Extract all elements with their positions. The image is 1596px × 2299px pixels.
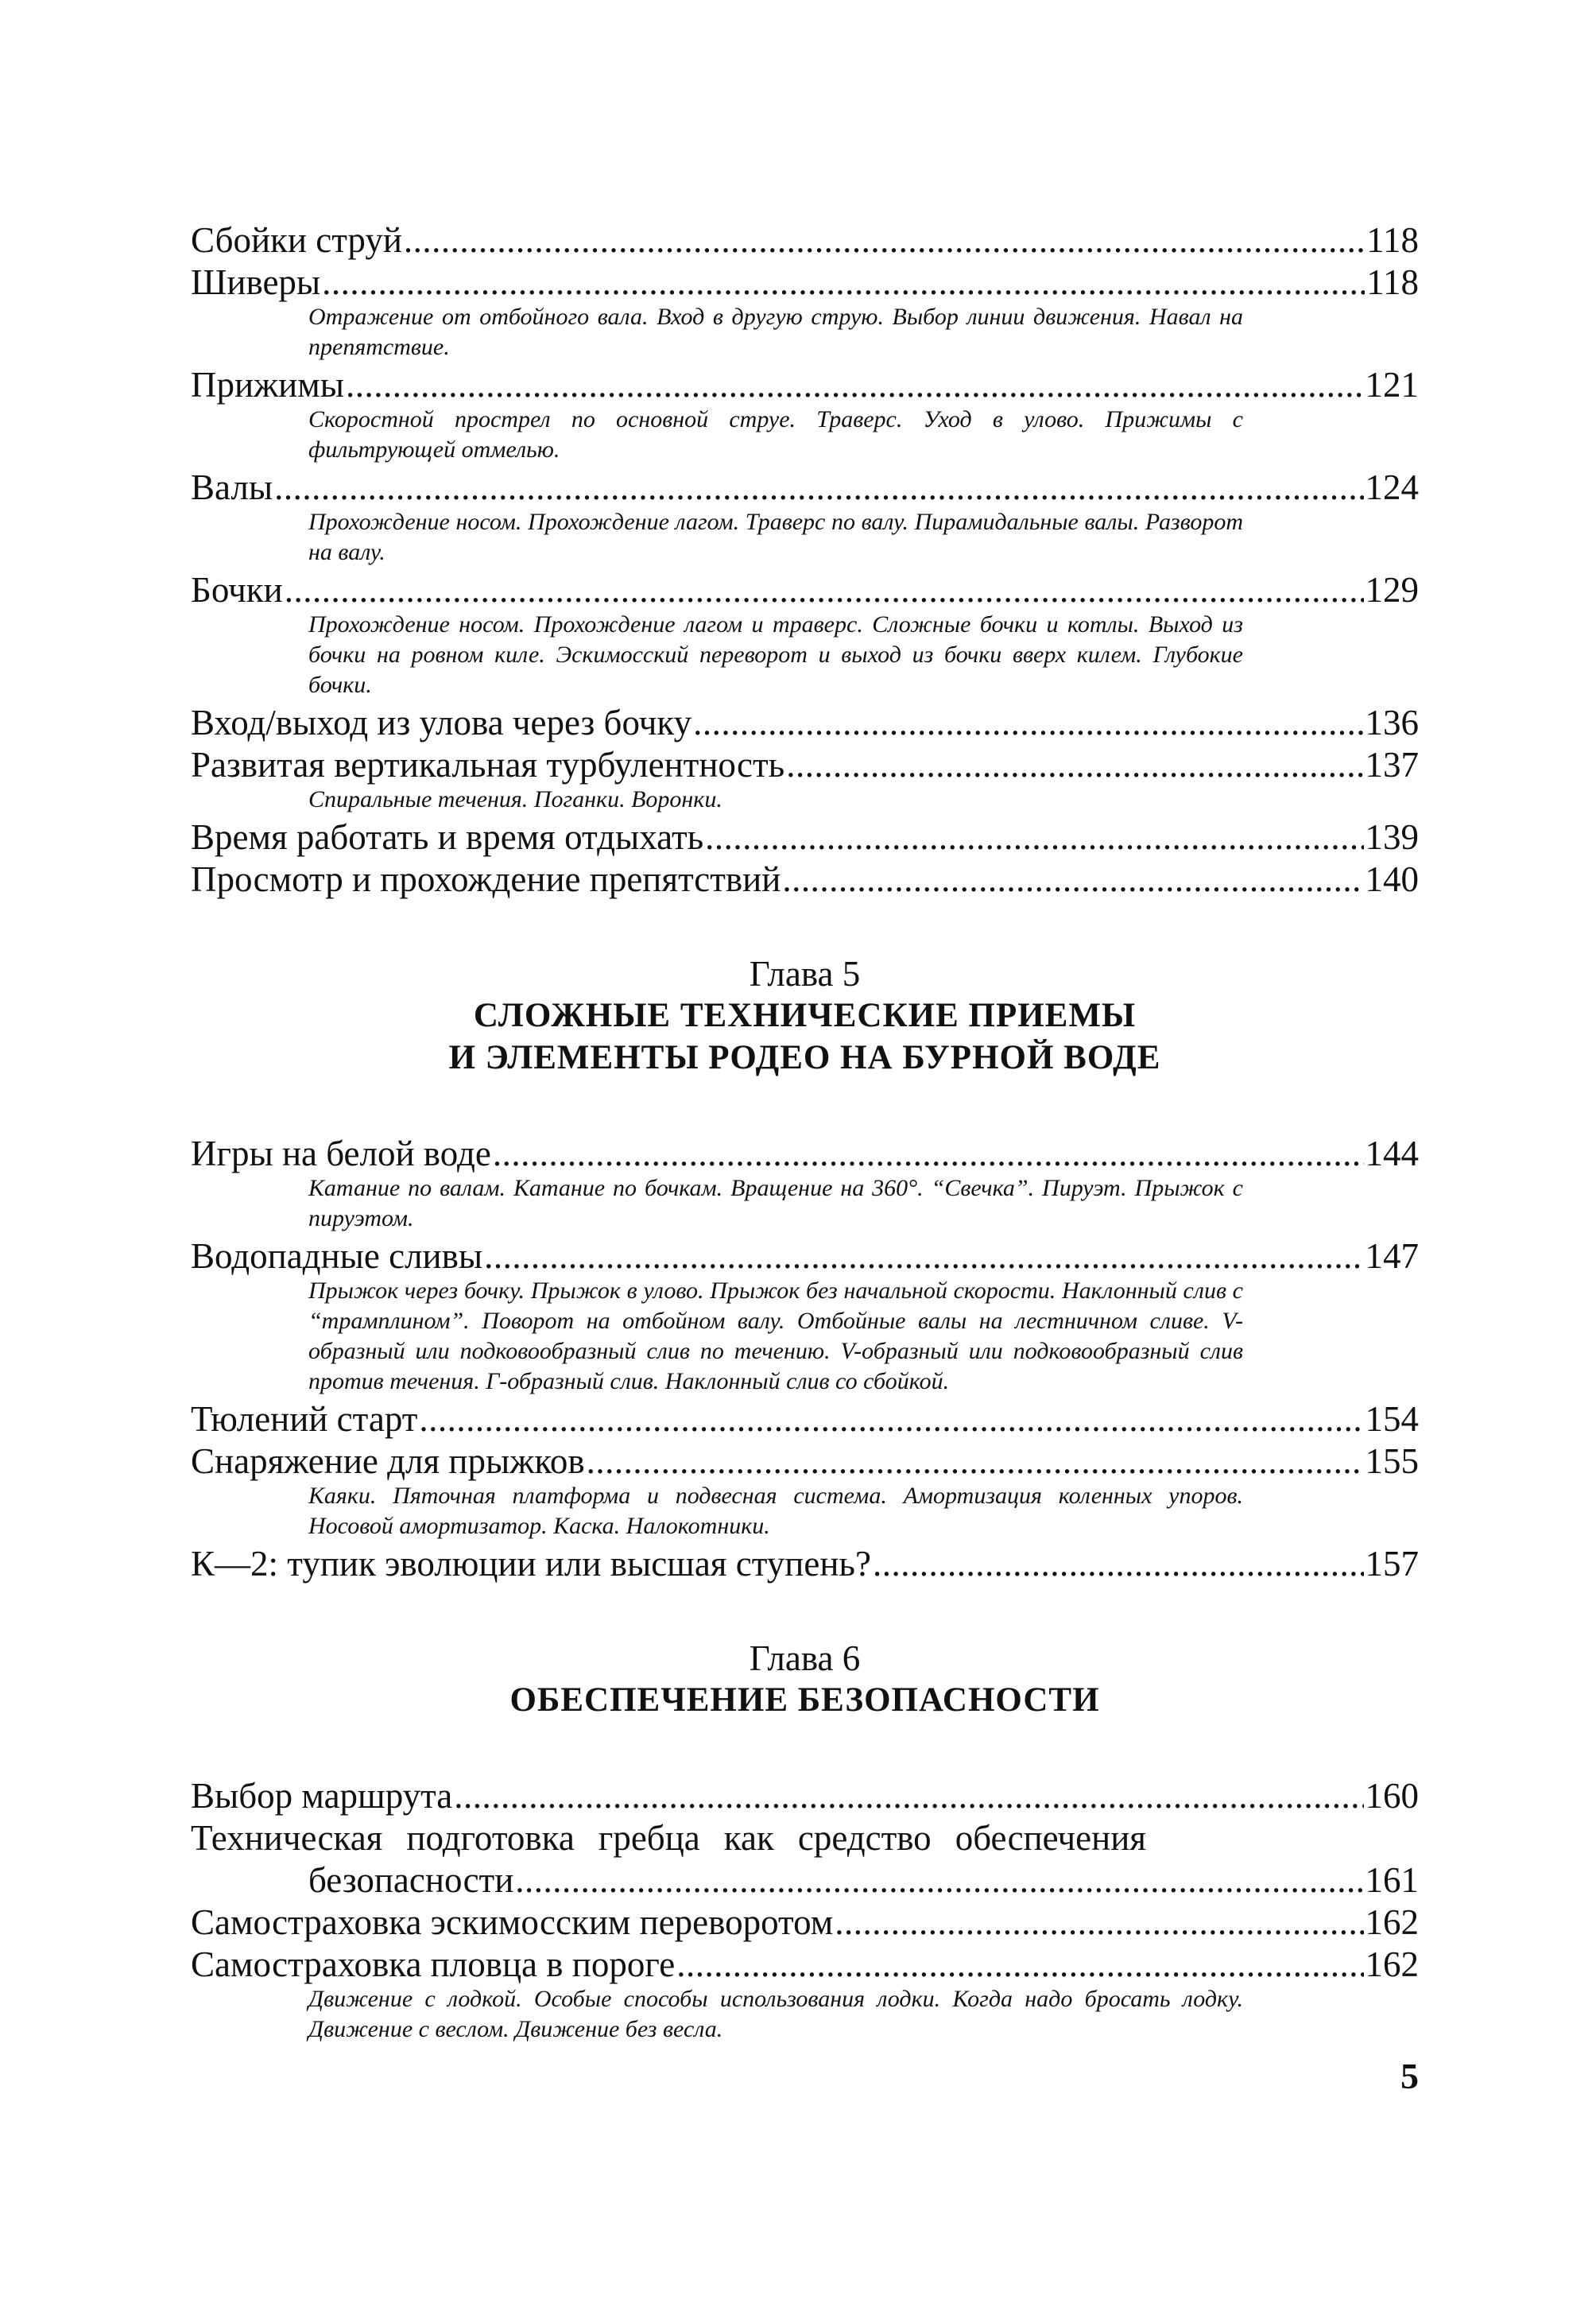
toc-entry-page: 118 bbox=[1366, 262, 1419, 302]
toc-entry[interactable] bbox=[191, 1235, 1419, 1277]
toc-entry-title: Развитая вертикальная турбулентность bbox=[191, 745, 785, 785]
dot-leader bbox=[484, 1235, 1363, 1277]
dot-leader bbox=[404, 219, 1365, 262]
toc-entry-page: 154 bbox=[1365, 1399, 1419, 1439]
dot-leader bbox=[285, 569, 1364, 611]
toc-entry-title: Выбор маршрута bbox=[191, 1776, 453, 1816]
toc-entry-title: Техническая подготовка гребца как средство обеспечения bbox=[191, 1818, 1146, 1858]
toc-entry[interactable] bbox=[191, 1440, 1419, 1483]
toc-entry-title: Шиверы bbox=[191, 262, 321, 302]
toc-entry-page: 124 bbox=[1365, 467, 1419, 507]
dot-leader bbox=[346, 364, 1364, 406]
chapter-title-line: И ЭЛЕМЕНТЫ РОДЕО НА БУРНОЙ ВОДЕ bbox=[448, 1039, 1161, 1076]
toc-entry[interactable] bbox=[191, 569, 1419, 611]
toc-entry-title: Самостраховка пловца в пороге bbox=[191, 1944, 676, 1984]
toc-entry-description: Движение с лодкой. Особые способы использования лодки. Когда надо бросать лодку. Движение с веслом. Движение без весла. bbox=[308, 1986, 1243, 2042]
toc-entry-description: Катание по валам. Катание по бочкам. Вращение на 360°. “Свечка”. Пируэт. Прыжок с пируэтом. bbox=[308, 1175, 1243, 1231]
dot-leader bbox=[515, 1859, 1363, 1902]
dot-leader bbox=[786, 744, 1363, 786]
toc-entry-title: Самостраховка эскимосским переворотом bbox=[191, 1902, 834, 1942]
toc-entry-title: Прижимы bbox=[191, 365, 344, 405]
toc-entry-page: 161 bbox=[1365, 1860, 1419, 1900]
dot-leader bbox=[693, 702, 1363, 744]
toc-entry[interactable] bbox=[191, 1775, 1419, 1817]
dot-leader bbox=[274, 467, 1363, 509]
toc-entry-page: 162 bbox=[1365, 1944, 1419, 1984]
toc-entry[interactable] bbox=[191, 1398, 1419, 1440]
toc-entry-page: 147 bbox=[1365, 1236, 1419, 1276]
toc-entry-title: безопасности bbox=[308, 1860, 514, 1900]
toc-entry-title: Сбойки струй bbox=[191, 220, 402, 260]
toc-entry-page: 140 bbox=[1365, 859, 1419, 899]
dot-leader bbox=[419, 1398, 1363, 1440]
toc-entry-page: 118 bbox=[1366, 220, 1419, 260]
toc-entry-description: Отражение от отбойного вала. Вход в другую струю. Выбор линии движения. Навал на препятствие. bbox=[308, 304, 1243, 360]
toc-entry-description: Прыжок через бочку. Прыжок в улово. Прыжок без начальной скорости. Наклонный слив с “трамплином”. Поворот на отбойном валу. Отбойные валы на лестничном сливе. V-образный или подковообразный слив по течению. V-образный или подковообразный слив против течения. Г-образный слив. Наклонный слив со сбойкой. bbox=[308, 1277, 1243, 1394]
toc-entry-title: Тюлений старт bbox=[191, 1399, 418, 1439]
toc-entry-page: 129 bbox=[1365, 570, 1419, 610]
dot-leader bbox=[676, 1944, 1363, 1986]
chapter-label: Глава 6 bbox=[749, 1638, 861, 1678]
toc-entry-title: К—2: тупик эволюции или высшая ступень? bbox=[191, 1544, 871, 1584]
chapter-title-line: СЛОЖНЫЕ ТЕХНИЧЕСКИЕ ПРИЕМЫ bbox=[473, 997, 1137, 1034]
toc-entry-page: 121 bbox=[1365, 365, 1419, 405]
toc-entry[interactable] bbox=[191, 1133, 1419, 1175]
toc-entry-page: 160 bbox=[1365, 1776, 1419, 1816]
dot-leader bbox=[493, 1133, 1364, 1175]
toc-entry[interactable] bbox=[191, 467, 1419, 509]
toc-entry[interactable] bbox=[191, 816, 1419, 859]
toc-entry[interactable] bbox=[191, 1543, 1419, 1585]
toc-entry-title: Вход/выход из улова через бочку bbox=[191, 703, 692, 742]
toc-entry[interactable] bbox=[191, 1944, 1419, 1986]
toc-entry-title: Просмотр и прохождение препятствий bbox=[191, 859, 781, 899]
toc-entry-title-line[interactable] bbox=[191, 1817, 1419, 1859]
toc-entry-title: Игры на белой воде bbox=[191, 1134, 491, 1173]
toc-entry-description: Каяки. Пяточная платформа и подвесная система. Амортизация коленных упоров. Носовой амортизатор. Каска. Налокотники. bbox=[308, 1483, 1243, 1539]
toc-entry-page: 162 bbox=[1365, 1902, 1419, 1942]
dot-leader bbox=[322, 262, 1365, 304]
dot-leader bbox=[782, 859, 1363, 901]
toc-entry[interactable] bbox=[191, 262, 1419, 304]
dot-leader bbox=[873, 1543, 1364, 1585]
toc-entry-page: 137 bbox=[1365, 745, 1419, 785]
toc-entry-page: 155 bbox=[1365, 1441, 1419, 1481]
toc-entry-title: Водопадные сливы bbox=[191, 1236, 483, 1276]
toc-entry[interactable] bbox=[191, 219, 1419, 262]
toc-entry-page: 136 bbox=[1365, 703, 1419, 742]
table-of-contents bbox=[191, 219, 1419, 2046]
toc-entry-description: Прохождение носом. Прохождение лагом. Траверс по валу. Пирамидальные валы. Разворот на валу. bbox=[308, 509, 1243, 565]
toc-entry-title: Снаряжение для прыжков bbox=[191, 1441, 585, 1481]
dot-leader bbox=[705, 816, 1363, 859]
toc-entry-page: 157 bbox=[1365, 1544, 1419, 1584]
chapter-label: Глава 5 bbox=[749, 954, 861, 994]
chapter-title-line: ОБЕСПЕЧЕНИЕ БЕЗОПАСНОСТИ bbox=[509, 1681, 1100, 1719]
toc-entry-description: Спиральные течения. Поганки. Воронки. bbox=[308, 786, 722, 812]
chapter-heading bbox=[191, 1638, 1419, 1721]
toc-entry[interactable] bbox=[191, 859, 1419, 901]
toc-entry-title: Валы bbox=[191, 467, 273, 507]
toc-entry[interactable] bbox=[191, 1859, 1419, 1902]
toc-entry[interactable] bbox=[191, 744, 1419, 786]
toc-entry-description: Прохождение носом. Прохождение лагом и траверс. Сложные бочки и котлы. Выход из бочки на ровном киле. Эскимосский переворот и выход из бочки вверх килем. Глубокие бочки. bbox=[308, 611, 1243, 698]
toc-entry-title: Время работать и время отдыхать bbox=[191, 817, 704, 857]
toc-entry[interactable] bbox=[191, 364, 1419, 406]
page-number: 5 bbox=[1400, 2056, 1419, 2096]
dot-leader bbox=[454, 1775, 1363, 1817]
toc-entry[interactable] bbox=[191, 702, 1419, 744]
toc-entry-page: 144 bbox=[1365, 1134, 1419, 1173]
toc-entry-title: Бочки bbox=[191, 570, 283, 610]
toc-entry-description: Скоростной прострел по основной струе. Траверс. Уход в улово. Прижимы с фильтрующей отмелью. bbox=[308, 406, 1243, 463]
chapter-heading bbox=[191, 953, 1419, 1079]
toc-entry[interactable] bbox=[191, 1902, 1419, 1944]
dot-leader bbox=[587, 1440, 1364, 1483]
toc-entry-page: 139 bbox=[1365, 817, 1419, 857]
dot-leader bbox=[835, 1902, 1363, 1944]
